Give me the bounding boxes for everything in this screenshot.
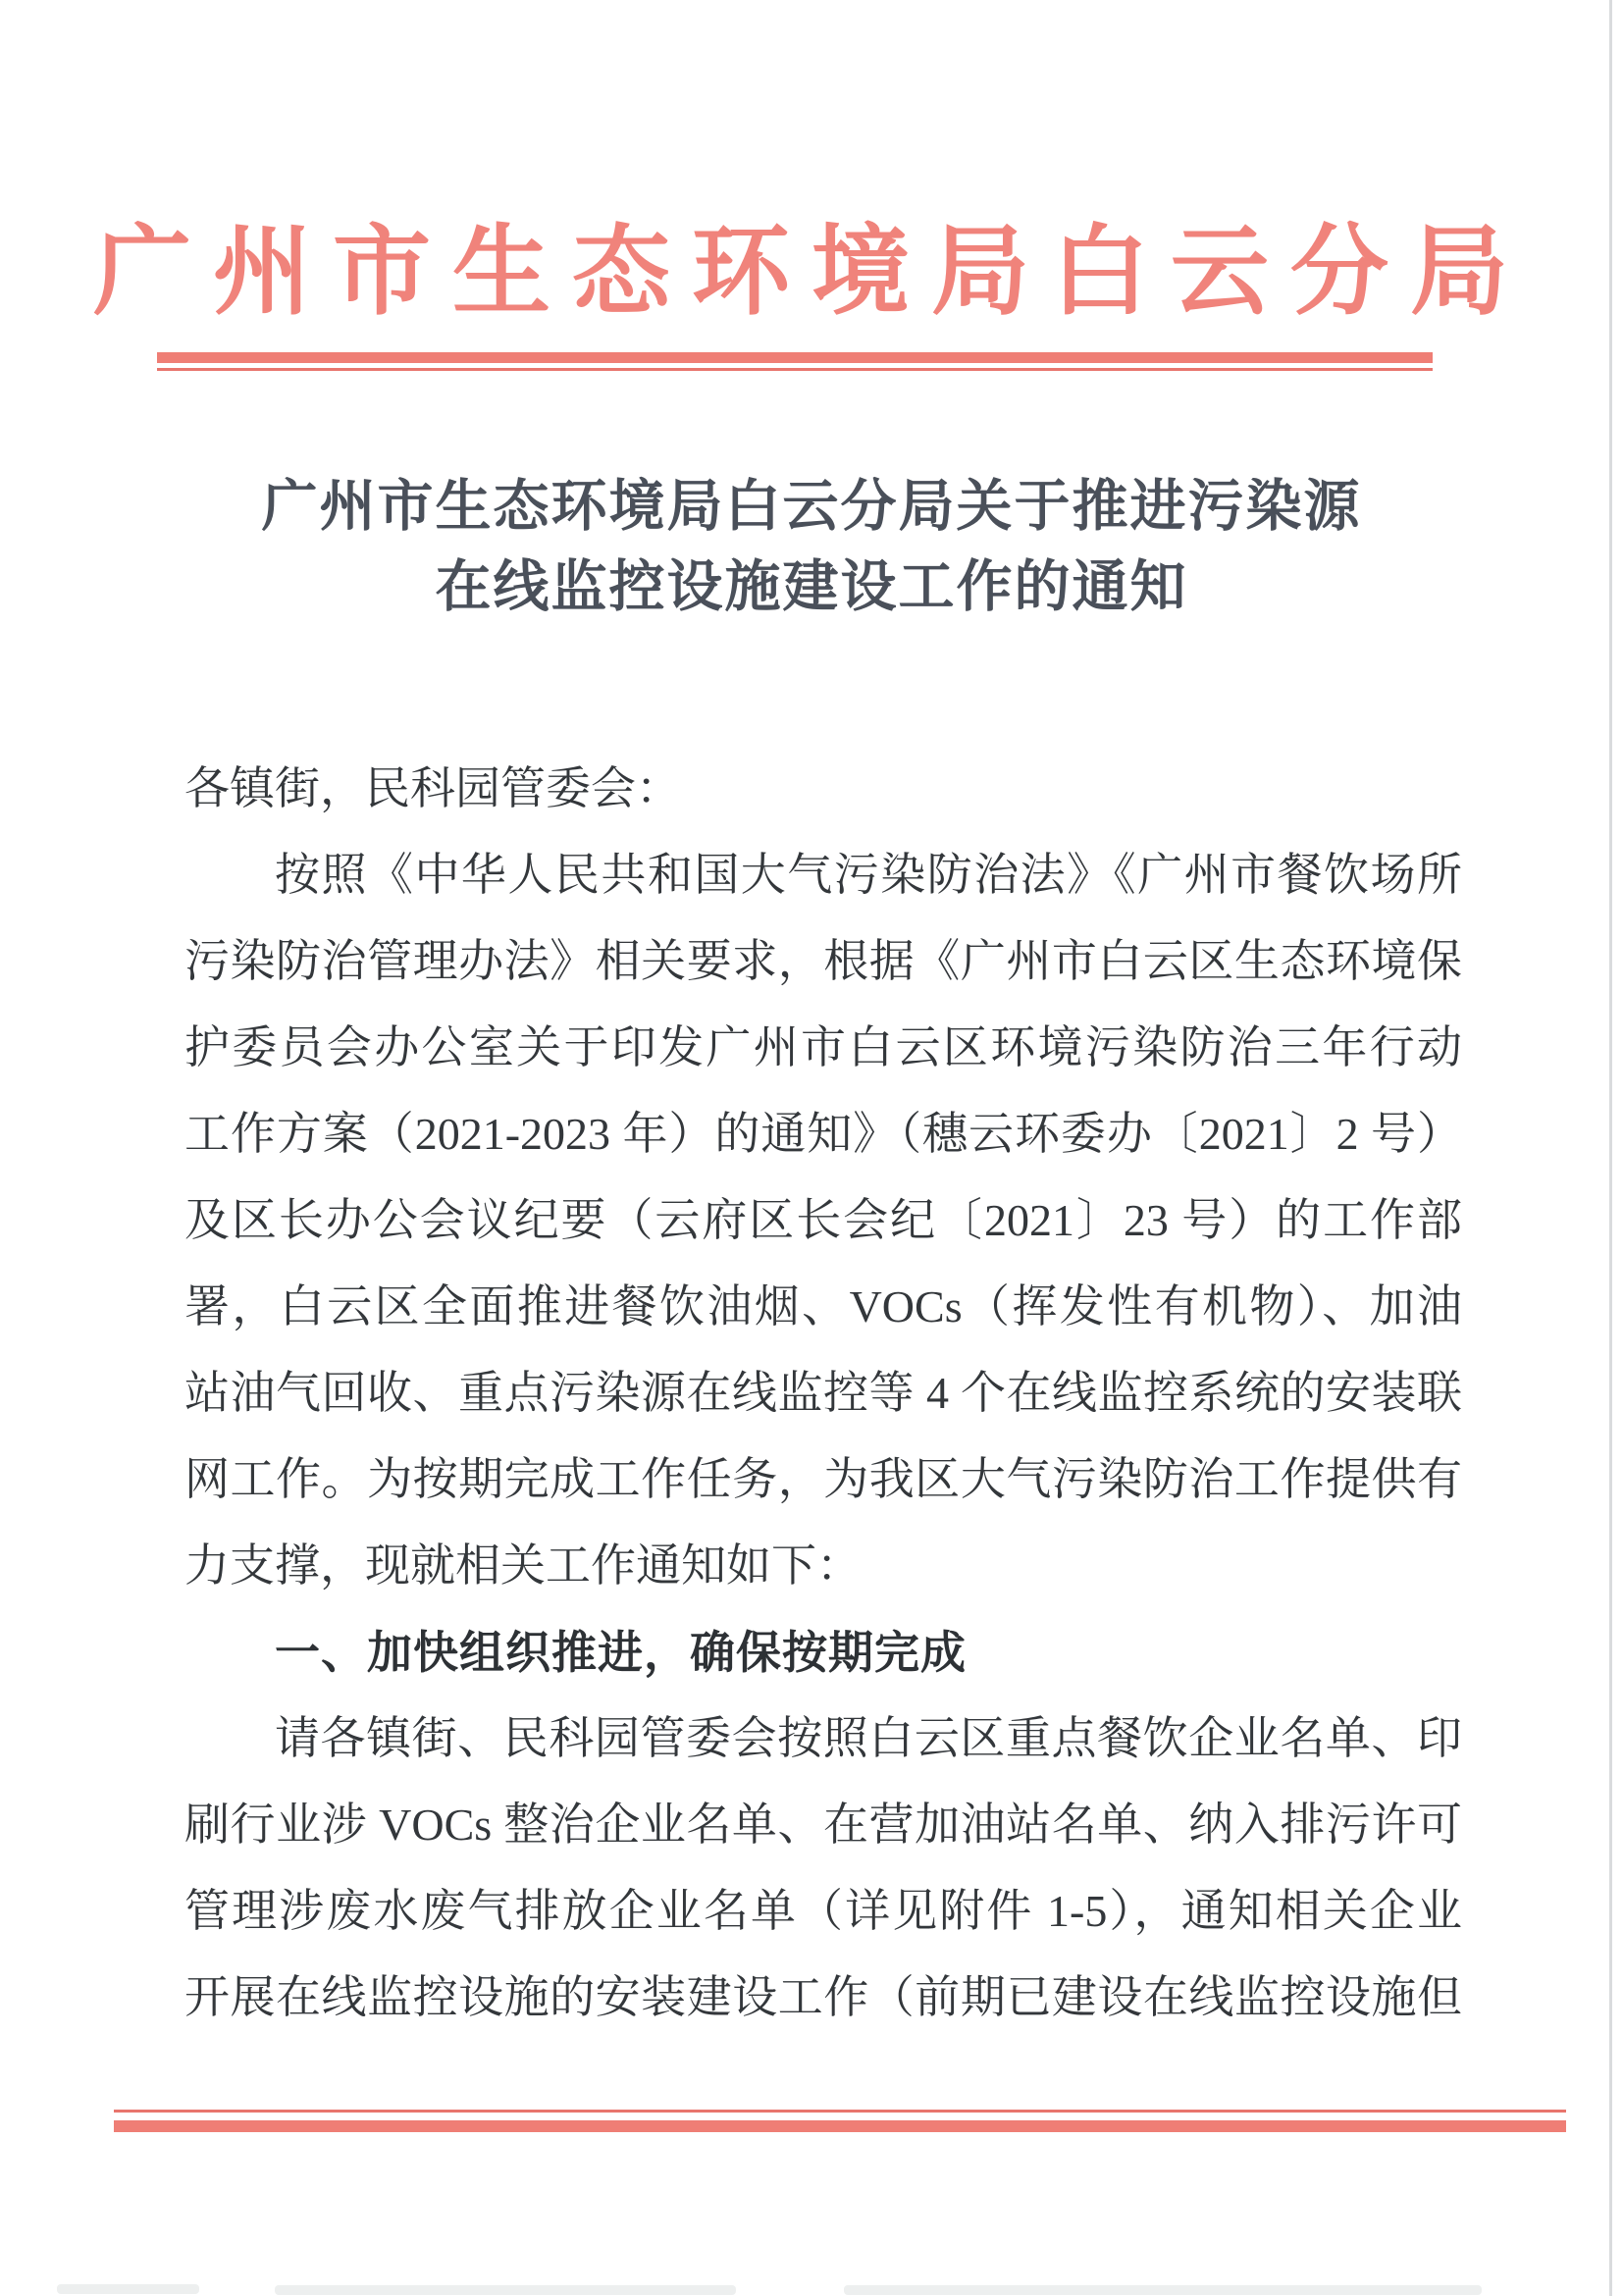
- salutation: 各镇街，民科园管委会：: [184, 763, 681, 813]
- masthead-divider-thin-line: [157, 368, 1433, 371]
- body-line: 力支撑，现就相关工作通知如下：: [184, 1540, 862, 1591]
- footer-divider-thin-line: [114, 2110, 1566, 2113]
- document-title: [0, 467, 1623, 628]
- footer-divider-thick-line: [114, 2120, 1566, 2132]
- body-line: 护委员会办公室关于印发广州市白云区环境污染防治三年行动: [184, 1022, 1462, 1072]
- document-title-line1: 广州市生态环境局白云分局关于推进污染源: [261, 476, 1362, 538]
- body-line: 工作方案（2021-2023 年）的通知》（穗云环委办〔2021〕2 号）: [184, 1109, 1462, 1159]
- footer-divider: [114, 2110, 1566, 2132]
- masthead-divider: [157, 352, 1433, 371]
- body-line: 网工作。为按期完成工作任务，为我区大气污染防治工作提供有: [184, 1454, 1462, 1504]
- scan-smudge-artifact: [57, 2284, 199, 2294]
- body-line: 按照《中华人民共和国大气污染防治法》《广州市餐饮场所: [275, 850, 1462, 900]
- body-line: 刷行业涉 VOCs 整治企业名单、在营加油站名单、纳入排污许可: [184, 1800, 1462, 1850]
- document-title-line2: 在线监控设施建设工作的通知: [435, 556, 1188, 618]
- body-line: 站油气回收、重点污染源在线监控等 4 个在线监控系统的安装联: [184, 1368, 1462, 1418]
- body-line: 请各镇街、民科园管委会按照白云区重点餐饮企业名单、印: [275, 1713, 1462, 1763]
- agency-masthead: 广州市生态环境局白云分局: [93, 218, 1530, 327]
- scan-smudge-artifact: [275, 2285, 736, 2295]
- section-1-heading: 一、加快组织推进，确保按期完成: [275, 1627, 967, 1678]
- body-line: 及区长办公会议纪要（云府区长会纪〔2021〕23 号）的工作部: [184, 1195, 1462, 1245]
- body-line: 署，白云区全面推进餐饮油烟、VOCs（挥发性有机物）、加油: [184, 1281, 1462, 1331]
- masthead-divider-thick-line: [157, 352, 1433, 363]
- scan-edge-artifact: [1609, 0, 1612, 2296]
- body-line: 开展在线监控设施的安装建设工作（前期已建设在线监控设施但: [184, 1972, 1462, 2022]
- body-line: 污染防治管理办法》相关要求，根据《广州市白云区生态环境保: [184, 936, 1462, 986]
- scan-smudge-artifact: [844, 2285, 1482, 2295]
- body-line: 管理涉废水废气排放企业名单（详见附件 1-5），通知相关企业: [184, 1886, 1462, 1936]
- document-body: [184, 746, 1462, 2041]
